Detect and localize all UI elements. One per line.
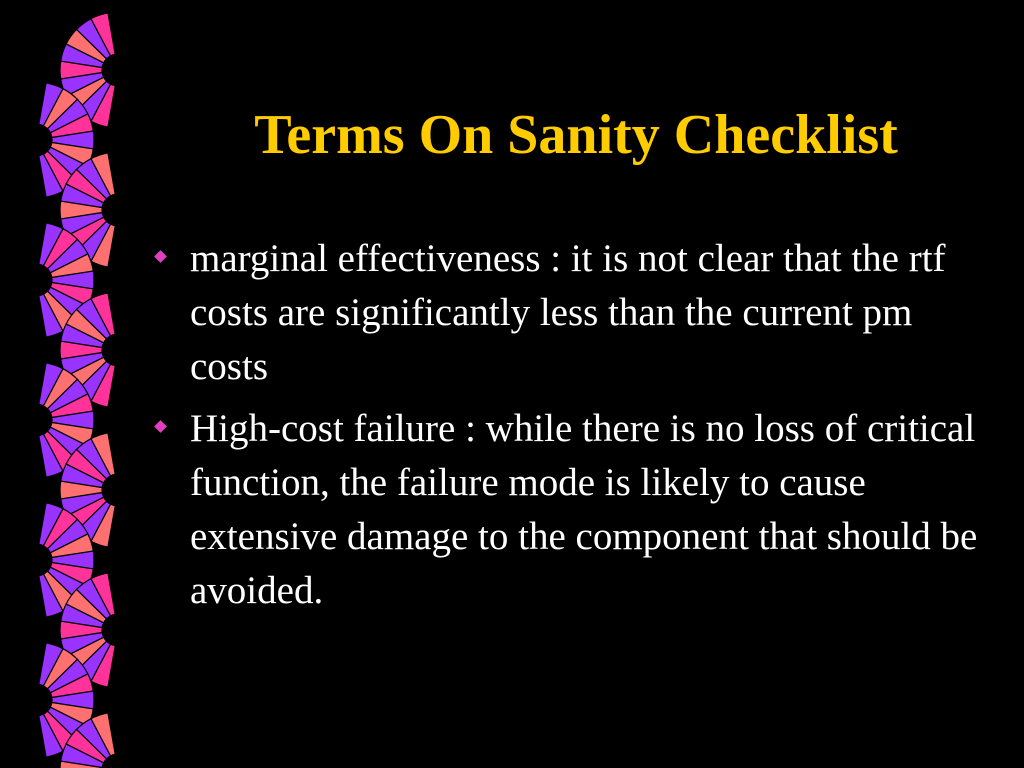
bullet-item-1 xyxy=(150,232,990,394)
slide-title: Terms On Sanity Checklist xyxy=(254,104,898,166)
bullet-item-2 xyxy=(150,402,990,618)
twisted-ribbon-border xyxy=(0,0,140,768)
bullet-text: marginal effectiveness : it is not clear that the rtf costs are significantly less than the current pm costs xyxy=(190,237,946,388)
diamond-bullet-icon xyxy=(154,420,167,433)
diamond-bullet-icon xyxy=(154,250,167,263)
bullet-list xyxy=(150,232,990,626)
bullet-text: High-cost failure : while there is no loss of critical function, the failure mode is likely to cause extensive damage to the component that should be avoided. xyxy=(190,407,978,612)
